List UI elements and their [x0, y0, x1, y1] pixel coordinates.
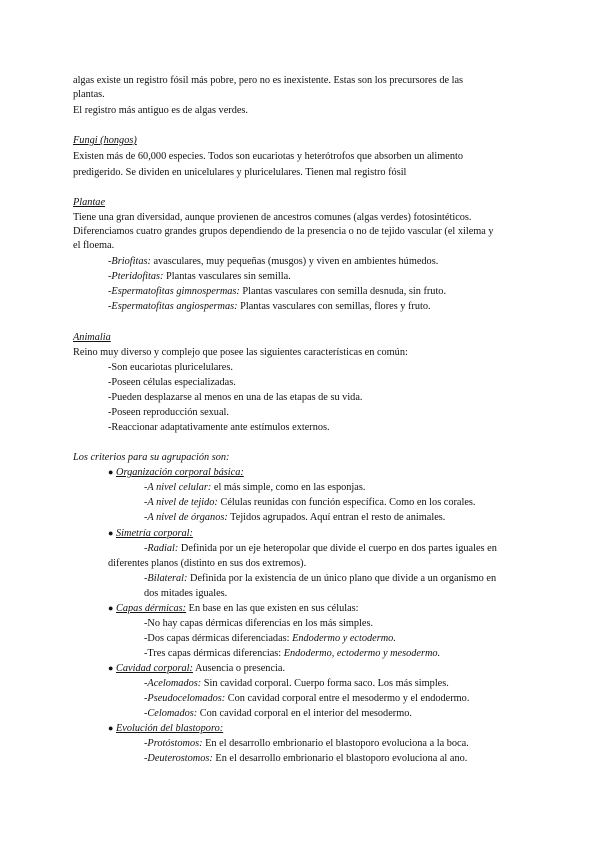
criterio-capas: ● Capas dérmicas: En base en las que existen en sus células:	[108, 603, 359, 614]
criterio-cavidad: ● Cavidad corporal: Ausencia o presencia.	[108, 663, 286, 674]
cavidad-item: -Pseudocelomados: Con cavidad corporal entre el mesodermo y el endodermo.	[144, 693, 470, 704]
bullet-icon: ●	[108, 467, 114, 477]
bullet-icon: ●	[108, 663, 114, 673]
plantae-item: -Espermatofitas angiospermas: Plantas vasculares con semillas, flores y fruto.	[108, 301, 431, 312]
intro-line-1: algas existe un registro fósil más pobre, pero no es inexistente. Estas son los precursores de las	[73, 75, 464, 86]
animalia-item: -Poseen reproducción sexual.	[108, 407, 229, 418]
plantae-line-2: Diferenciamos cuatro grandes grupos dependiendo de la presencia o no de tejido vascular (el xilema y	[73, 226, 494, 237]
animalia-line-1: Reino muy diverso y complejo que posee las siguientes características en común:	[73, 347, 408, 358]
plantae-item: -Pteridofitas: Plantas vasculares sin semilla.	[108, 271, 291, 282]
sim-bilateral: -Bilateral: Definida por la existencia de un único plano que divide a un organismo en	[144, 573, 497, 584]
bullet-icon: ●	[108, 603, 114, 613]
plantae-item: -Espermatofitas gimnospermas: Plantas vasculares con semilla desnuda, sin fruto.	[108, 286, 447, 297]
plantae-line-1: Tiene una gran diversidad, aunque provienen de ancestros comunes (algas verdes) fotosintéticos.	[73, 212, 472, 223]
plantae-line-3: el floema.	[73, 240, 115, 251]
cavidad-item: -Celomados: Con cavidad corporal en el interior del mesodermo.	[144, 708, 412, 719]
sim-radial-cont: diferentes planos (distinto en sus dos extremos).	[108, 558, 307, 569]
animalia-item: -Son eucariotas pluricelulares.	[108, 362, 233, 373]
animalia-item: -Reaccionar adaptativamente ante estímulos externos.	[108, 422, 330, 433]
plantae-heading: Plantae	[73, 197, 106, 208]
capas-item: -Tres capas dérmicas diferencias: Endodermo, ectodermo y mesodermo.	[144, 648, 441, 659]
org-item: -A nivel celular: el más simple, como en las esponjas.	[144, 482, 366, 493]
fungi-line-2: predigerido. Se dividen en unicelulares y pluricelulares. Tienen mal registro fósil	[73, 167, 407, 178]
capas-item: -No hay capas dérmicas diferencias en los más simples.	[144, 618, 374, 629]
capas-item: -Dos capas dérmicas diferenciadas: Endodermo y ectodermo.	[144, 633, 396, 644]
bullet-icon: ●	[108, 528, 114, 538]
criterio-blastoporo: ● Evolución del blastoporo:	[108, 723, 224, 734]
intro-line-2: plantas.	[73, 89, 105, 100]
sim-radial: -Radial: Definida por un eje heteropolar que divide el cuerpo en dos partes iguales en	[144, 543, 497, 554]
blasto-item: -Protóstomos: En el desarrollo embrionario el blastoporo evoluciona a la boca.	[144, 738, 469, 749]
criterio-simetria: ● Simetría corporal:	[108, 528, 193, 539]
criterios-heading: Los criterios para su agrupación son:	[73, 452, 230, 463]
animalia-heading: Animalia	[73, 332, 111, 343]
criterio-org: ● Organización corporal básica:	[108, 467, 244, 478]
blasto-item: -Deuterostomos: En el desarrollo embrionario el blastoporo evoluciona al ano.	[144, 753, 468, 764]
cavidad-item: -Acelomados: Sin cavidad corporal. Cuerpo forma saco. Los más simples.	[144, 678, 449, 689]
intro-line-3: El registro más antiguo es de algas verdes.	[73, 105, 248, 116]
bullet-icon: ●	[108, 723, 114, 733]
fungi-line-1: Existen más de 60,000 especies. Todos son eucariotas y heterótrofos que absorben un alimento	[73, 151, 463, 162]
fungi-heading: Fungi (hongos)	[73, 135, 137, 146]
animalia-item: -Pueden desplazarse al menos en una de las etapas de su vida.	[108, 392, 363, 403]
plantae-item: -Briofitas: avasculares, muy pequeñas (musgos) y viven en ambientes húmedos.	[108, 256, 439, 267]
sim-bilateral-cont: dos mitades iguales.	[144, 588, 228, 599]
org-item: -A nivel de órganos: Tejidos agrupados. Aquí entran el resto de animales.	[144, 512, 446, 523]
animalia-item: -Poseen células especializadas.	[108, 377, 236, 388]
org-item: -A nivel de tejido: Células reunidas con función específica. Como en los corales.	[144, 497, 476, 508]
